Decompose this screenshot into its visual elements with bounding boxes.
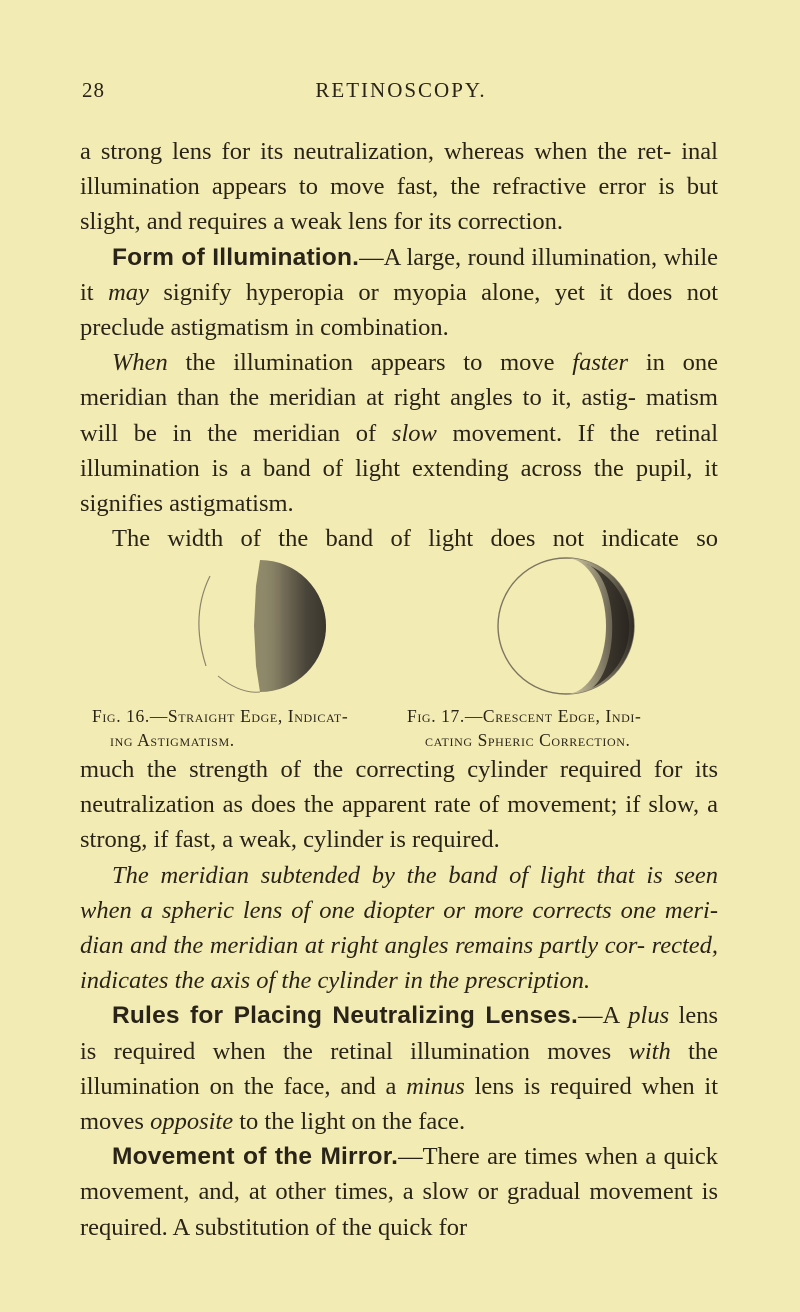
section-heading: Form of Illumination. bbox=[112, 243, 360, 271]
paragraph: a strong lens for its neutralization, whereas when the ret- inal illumination appears to move fast, the refractive error is but slight, and requires a weak lens for its correction. bbox=[80, 138, 718, 236]
paragraph-italic-rule: The meridian subtended by the band of light that is seen when a spheric lens of one diopter or more corrects one meri- dian and the meridian at right angles remains partly cor- rected, indicates the axis of the cylinder in the prescription. bbox=[80, 861, 718, 995]
emphasis: minus bbox=[406, 1072, 465, 1100]
running-head: RETINOSCOPY. bbox=[315, 78, 487, 102]
paragraph-form-of-illumination: Form of Illumination.—A large, round illumination, while it may signify hyperopia or myopia alone, yet it does not preclude astigmatism in combination. bbox=[80, 243, 718, 342]
body-text-bottom bbox=[80, 752, 718, 1245]
body-text-top bbox=[80, 134, 718, 556]
paragraph-rules-for-placing-lenses: Rules for Placing Neutralizing Lenses.—A plus lens is required when the retinal illumination moves with the illumination on the face, and a minus lens is required when it moves opposite to the light on the face. bbox=[80, 1002, 719, 1136]
emphasis: opposite bbox=[150, 1108, 234, 1136]
figure-17-crescent-edge-illustration bbox=[472, 552, 654, 698]
paragraph: The width of the band of light does not indicate so bbox=[112, 525, 718, 553]
figure-16-straight-edge-illustration bbox=[170, 556, 350, 696]
section-heading: Movement of the Mirror. bbox=[112, 1143, 399, 1171]
emphasis: with bbox=[628, 1037, 671, 1065]
section-heading: Rules for Placing Neutralizing Lenses. bbox=[112, 1002, 578, 1030]
paragraph: When the illumination appears to move faster in one meridian than the meridian at right angles to it, astig- matism will be in the meridian of slow movement. If the retinal illumination is a band of light extending across the pupil, it signifies astigmatism. bbox=[80, 349, 719, 518]
figure-16-caption: Fig. 16.—Straight Edge, Indicat- ing Astigmatism. bbox=[92, 706, 349, 750]
paragraph: much the strength of the correcting cylinder required for its neutralization as does the apparent rate of movement; if slow, a strong, if fast, a weak, cylinder is required. bbox=[80, 756, 718, 854]
emphasis: may bbox=[108, 278, 149, 306]
paragraph-movement-of-mirror: Movement of the Mirror.—There are times when a quick movement, and, at other times, a slow or gradual movement is required. A substitution of the quick for bbox=[80, 1143, 719, 1241]
emphasis: slow bbox=[391, 419, 437, 447]
emphasis: faster bbox=[572, 349, 629, 377]
page-header bbox=[82, 78, 720, 118]
page-number: 28 bbox=[82, 78, 105, 102]
figure-17-caption: Fig. 17.—Crescent Edge, Indi- cating Spheric Correction. bbox=[407, 706, 642, 750]
emphasis: plus bbox=[628, 1002, 670, 1030]
emphasis: When bbox=[112, 349, 168, 377]
